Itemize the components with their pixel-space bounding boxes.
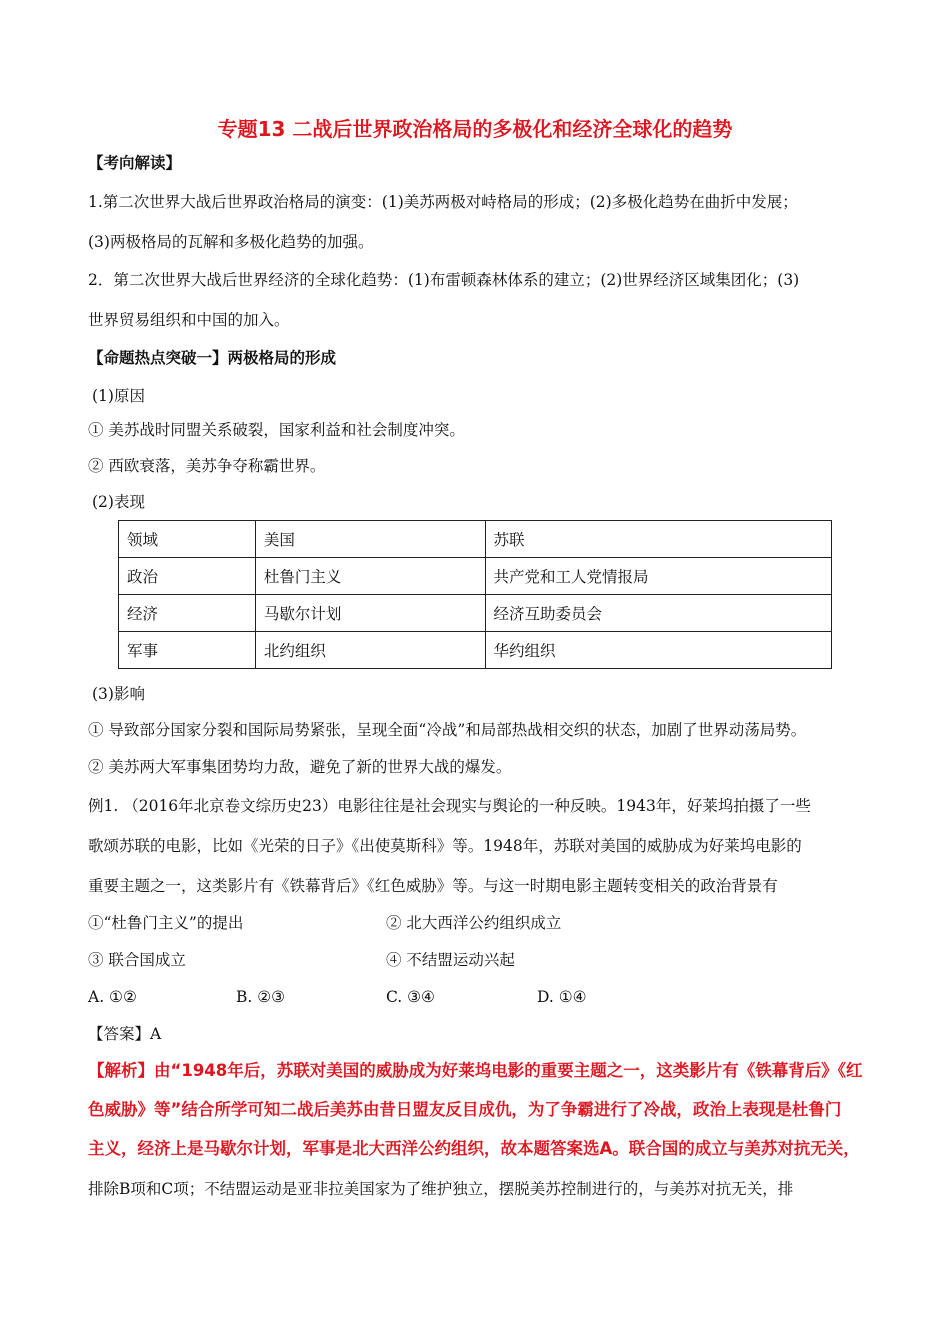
analysis-line: 排除B项和C项；不结盟运动是亚非拉美国家为了维护独立，摆脱美苏控制进行的，与美苏对抗无关，排 xyxy=(88,1180,794,1198)
analysis-line: 主义，经济上是马歇尔计划，军事是北大西洋公约组织，故本题答案选A。联合国的成立与美苏对抗无关， xyxy=(88,1139,860,1158)
option-b: B. ②③ xyxy=(236,988,286,1006)
analysis-line: 色威胁》等”结合所学可知二战后美苏由昔日盟友反目成仇，为了争霸进行了冷战，政治上表现是杜鲁门 xyxy=(88,1100,842,1119)
table-header-cell: 领域 xyxy=(119,521,256,558)
table-cell: 杜鲁门主义 xyxy=(255,558,485,595)
table-row xyxy=(119,558,832,595)
list-item: ① 美苏战时同盟关系破裂，国家利益和社会制度冲突。 xyxy=(88,421,465,439)
paragraph-line: 1.第二次世界大战后世界政治格局的演变：(1)美苏两极对峙格局的形成；(2)多极化趋势在曲折中发展； xyxy=(88,193,798,211)
page-title: 专题13 二战后世界政治格局的多极化和经济全球化的趋势 xyxy=(217,117,733,141)
table-header-cell: 苏联 xyxy=(485,521,832,558)
subheading-impact: (3)影响 xyxy=(92,685,145,703)
analysis-text: 由“1948年后，苏联对美国的威胁成为好莱坞电影的重要主题之一，这类影片有《铁幕背后》《红 xyxy=(154,1061,863,1080)
table-header-row xyxy=(119,521,832,558)
example-question-line: 歌颂苏联的电影，比如《光荣的日子》《出使莫斯科》等。1948年，苏联对美国的威胁成为好莱坞电影的 xyxy=(88,837,802,855)
table-cell: 华约组织 xyxy=(485,632,832,669)
list-item: ② 美苏两大军事集团势均力敌，避免了新的世界大战的爆发。 xyxy=(88,758,512,776)
example-question-line: 例1. （2016年北京卷文综历史23）电影往往是社会现实与舆论的一种反映。1943年，好莱坞拍摄了一些 xyxy=(88,797,811,815)
list-item: ② 西欧衰落，美苏争夺称霸世界。 xyxy=(88,457,326,475)
table-cell: 共产党和工人党情报局 xyxy=(485,558,832,595)
answer-label: 【答案】A xyxy=(88,1025,162,1043)
analysis-tag: 【解析】 xyxy=(88,1061,154,1080)
table-row xyxy=(119,632,832,669)
paragraph-line: (3)两极格局的瓦解和多极化趋势的加强。 xyxy=(88,233,374,251)
table-cell: 经济 xyxy=(119,595,256,632)
table-row xyxy=(119,595,832,632)
option-c: C. ③④ xyxy=(386,988,435,1006)
example-question-line: 重要主题之一，这类影片有《铁幕背后》《红色威胁》等。与这一时期电影主题转变相关的政治背景有 xyxy=(88,877,778,895)
table-header-cell: 美国 xyxy=(255,521,485,558)
section-heading-kaoxiang: 【考向解读】 xyxy=(88,154,182,172)
table-cell: 政治 xyxy=(119,558,256,595)
option-a: A. ①② xyxy=(88,988,137,1006)
statement-item: ② 北大西洋公约组织成立 xyxy=(386,914,562,932)
paragraph-line: 世界贸易组织和中国的加入。 xyxy=(88,311,290,329)
subheading-cause: (1)原因 xyxy=(92,387,145,405)
table-cell: 经济互助委员会 xyxy=(485,595,832,632)
table-cell: 北约组织 xyxy=(255,632,485,669)
statement-item: ④ 不结盟运动兴起 xyxy=(386,951,515,969)
paragraph-line: 2．第二次世界大战后世界经济的全球化趋势：(1)布雷顿森林体系的建立；(2)世界经济区域集团化；(3) xyxy=(88,271,800,289)
analysis-line xyxy=(88,1060,890,1082)
subheading-performance: (2)表现 xyxy=(92,493,145,511)
list-item: ① 导致部分国家分裂和国际局势紧张，呈现全面“冷战”和局部热战相交织的状态，加剧了世界动荡局势。 xyxy=(88,721,807,739)
section-heading-hotspot: 【命题热点突破一】两极格局的形成 xyxy=(88,349,337,367)
statement-item: ③ 联合国成立 xyxy=(88,951,186,969)
option-d: D. ①④ xyxy=(537,988,587,1006)
comparison-table xyxy=(118,520,832,669)
statement-item: ①“杜鲁门主义”的提出 xyxy=(88,914,244,932)
table-cell: 马歇尔计划 xyxy=(255,595,485,632)
table-cell: 军事 xyxy=(119,632,256,669)
